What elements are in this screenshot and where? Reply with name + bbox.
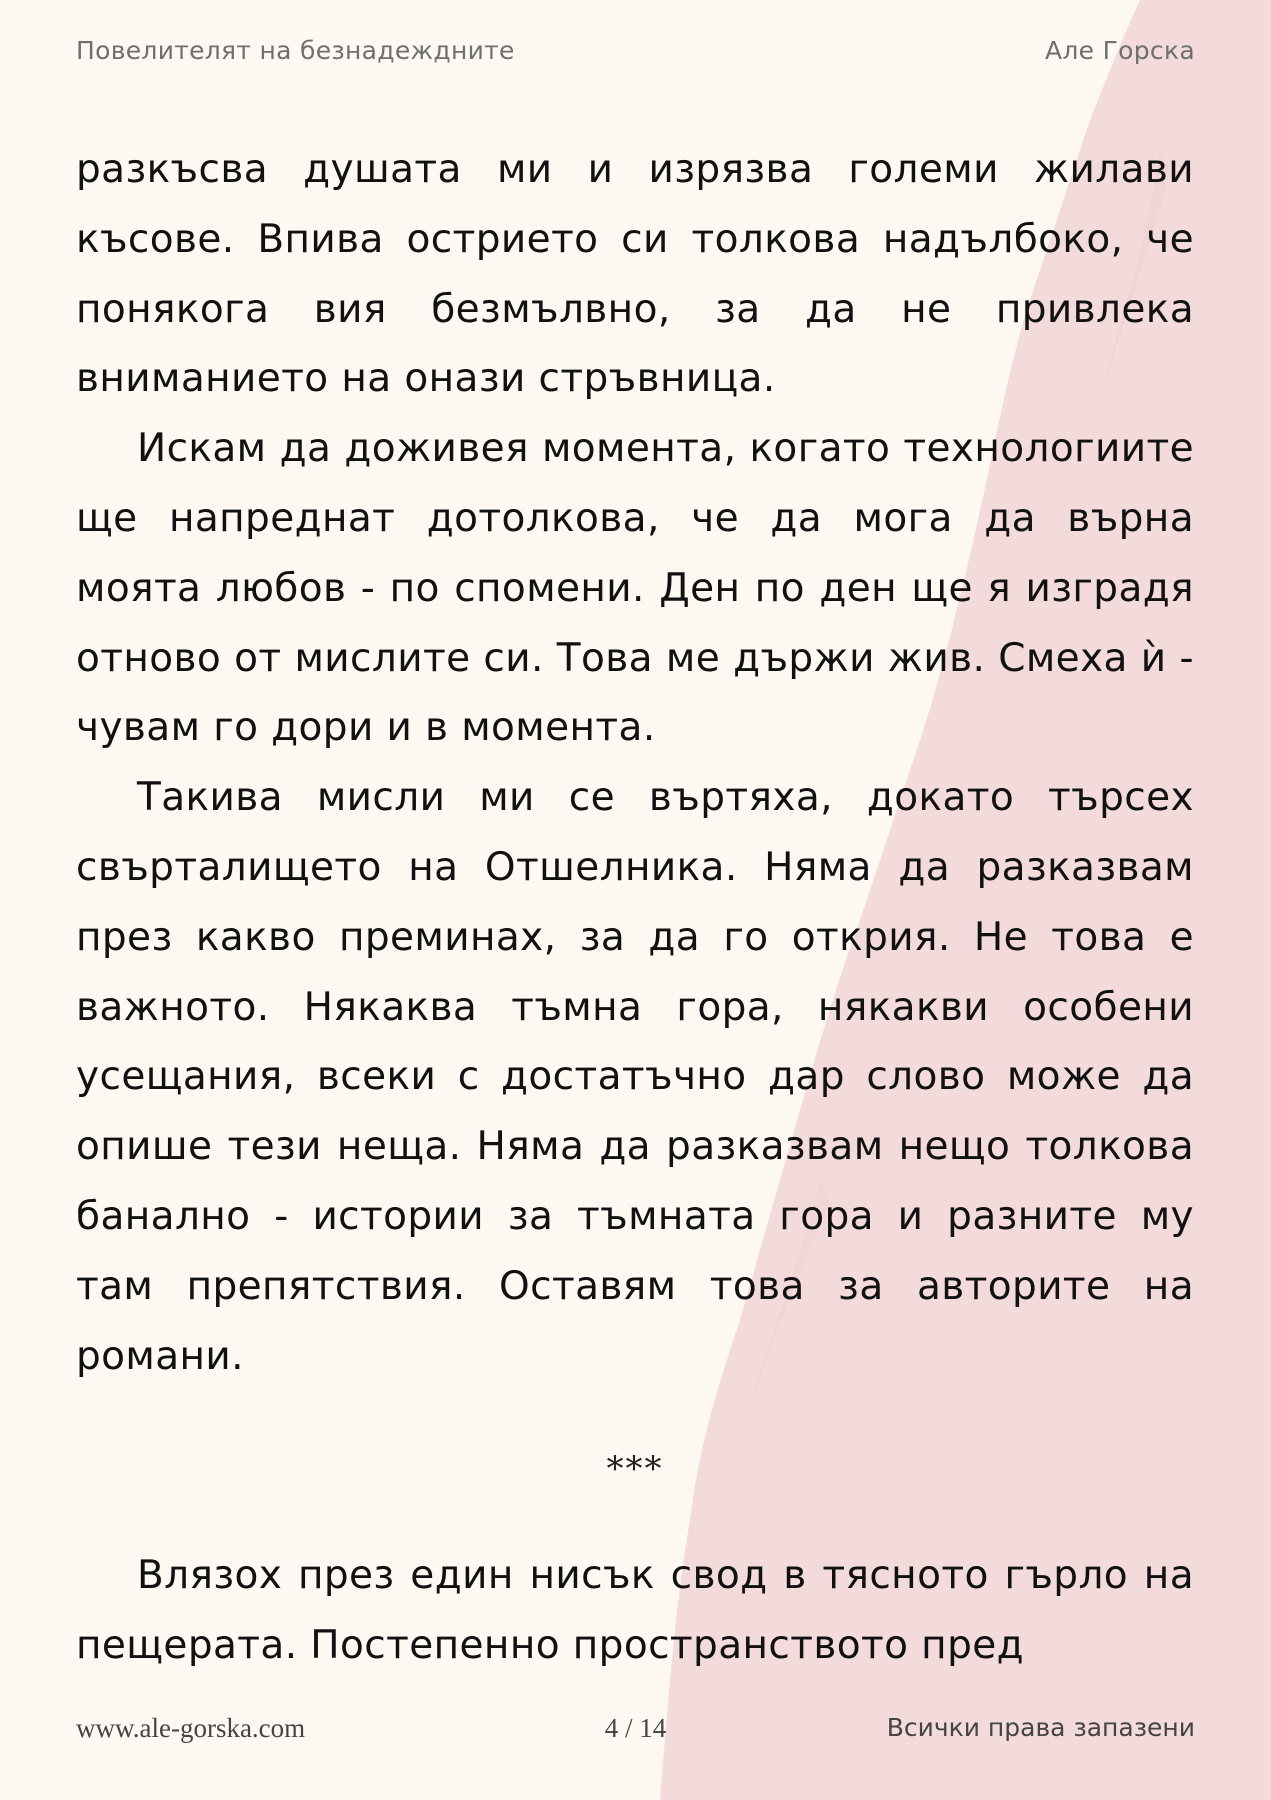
- website-link[interactable]: www.ale-gorska.com: [76, 1713, 306, 1743]
- page-header: [76, 36, 1195, 65]
- paragraph-2: Искам да доживея момента, когато технологиите ще напреднат дотолкова, че да мога да върна моята любов - по спомени. Ден по ден ще я изградя отново от мислите си. Това ме държи жив. Смеха ѝ - чувам го дори и в момента.: [76, 426, 1194, 751]
- paragraph-4: Влязох през един нисък свод в тясното гърло на пещерата. Постепенно пространството пред: [76, 1553, 1194, 1668]
- paragraph-3: Такива мисли ми се въртяха, докато търсех свърталището на Отшелника. Няма да разказвам през какво преминах, за да го открия. Не това е важното. Някаква тъмна гора, някакви особени усещания, всеки с достатъчно дар слово може да опише тези неща. Няма да разказвам нещо толкова банално - истории за тъмната гора и разните му там препятствия. Оставям това за авторите на романи.: [76, 775, 1194, 1379]
- book-title: Повелителят на безнадеждните: [76, 36, 515, 65]
- author-name: Але Горска: [1045, 36, 1195, 65]
- page-indicator: 4 / 14: [604, 1713, 667, 1743]
- paragraph-1: разкъсва душата ми и изрязва големи жилави късове. Впива острието си толкова надълбоко, че понякога вия безмълвно, за да не привлека вниманието на онази стръвница.: [76, 147, 1194, 402]
- section-divider: ***: [606, 1449, 664, 1490]
- copyright-notice: Всички права запазени: [886, 1713, 1195, 1742]
- body-text: [76, 135, 1194, 1681]
- page-footer: [76, 1713, 1195, 1747]
